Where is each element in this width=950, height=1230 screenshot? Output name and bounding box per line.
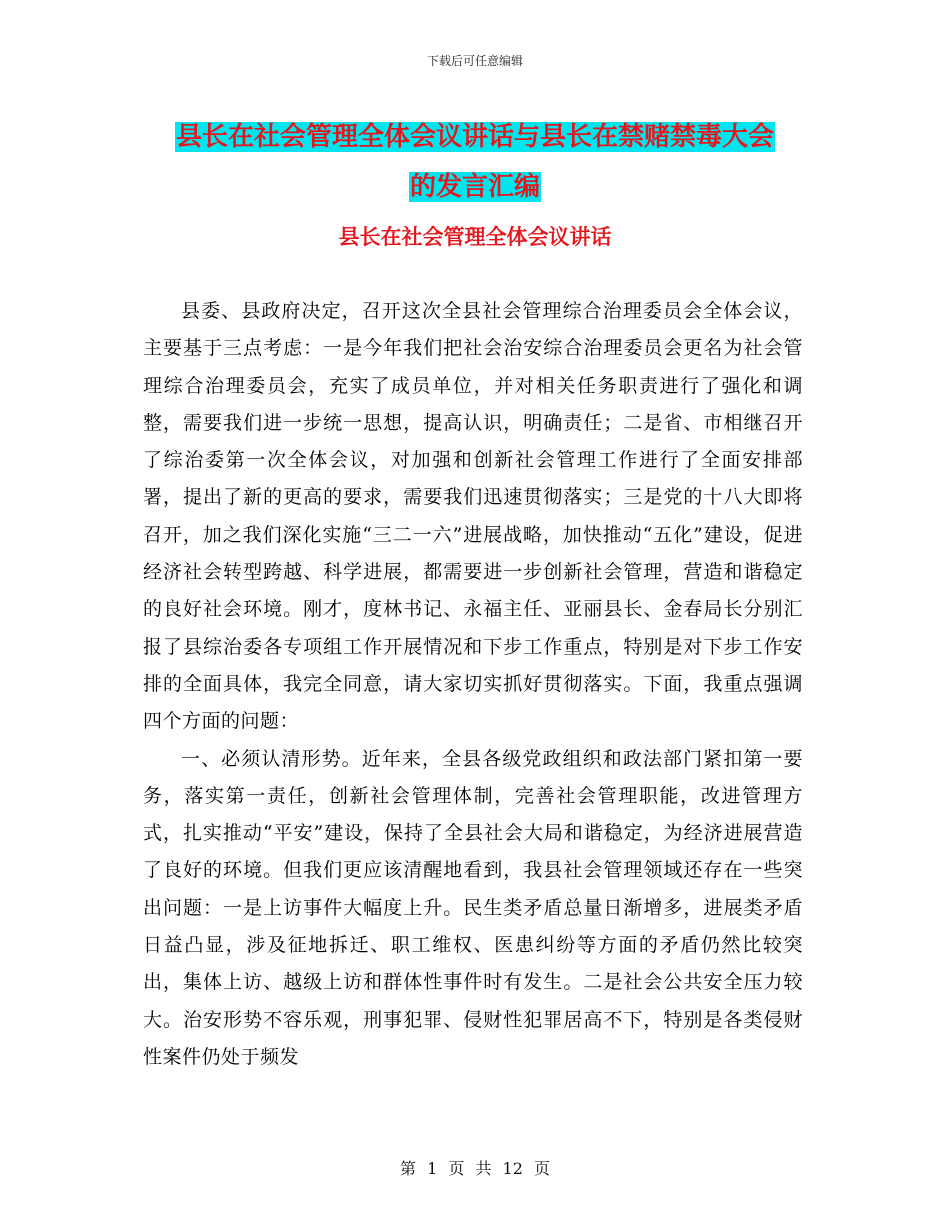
section-title: 县长在社会管理全体会议讲话	[338, 225, 612, 249]
document-body	[143, 293, 803, 1076]
document-title-line2: 的发言汇编	[409, 172, 540, 202]
document-title	[0, 112, 950, 212]
document-title-line1: 县长在社会管理全体会议讲话与县长在禁赌禁毒大会	[175, 122, 774, 152]
paragraph: 一、必须认清形势。近年来，全县各级党政组织和政法部门紧扣第一要务，落实第一责任，创新社会管理体制，完善社会管理职能，改进管理方式，扎实推动“平安”建设，保持了全县社会大局和谐稳定，为经济进展营造了良好的环境。但我们更应该清醒地看到，我县社会管理领域还存在一些突出问题：一是上访事件大幅度上升。民生类矛盾总量日渐增多，进展类矛盾日益凸显，涉及征地拆迁、职工维权、医患纠纷等方面的矛盾仍然比较突出，集体上访、越级上访和群体性事件时有发生。二是社会公共安全压力较大。治安形势不容乐观，刑事犯罪、侵财性犯罪居高不下，特别是各类侵财性案件仍处于频发	[143, 747, 803, 1068]
header-note: 下载后可任意编辑	[426, 54, 523, 68]
paragraph: 县委、县政府决定，召开这次全县社会管理综合治理委员会全体会议，主要基于三点考虑：一是今年我们把社会治安综合治理委员会更名为社会管理综合治理委员会，充实了成员单位，并对相关任务职责进行了强化和调整，需要我们进一步统一思想，提高认识，明确责任；二是省、市相继召开了综治委第一次全体会议，对加强和创新社会管理工作进行了全面安排部署，提出了新的更高的要求，需要我们迅速贯彻落实；三是党的十八大即将召开，加之我们深化实施“三二一六”进展战略，加快推动“五化”建设，促进经济社会转型跨越、科学进展，都需要进一步创新社会管理，营造和谐稳定的良好社会环境。刚才，度林书记、永福主任、亚丽县长、金春局长分别汇报了县综治委各专项组工作开展情况和下步工作重点，特别是对下步工作安排的全面具体，我完全同意，请大家切实抓好贯彻落实。下面，我重点强调四个方面的问题：	[143, 300, 803, 733]
page-number: 第 1 页 共 12 页	[400, 1159, 550, 1178]
